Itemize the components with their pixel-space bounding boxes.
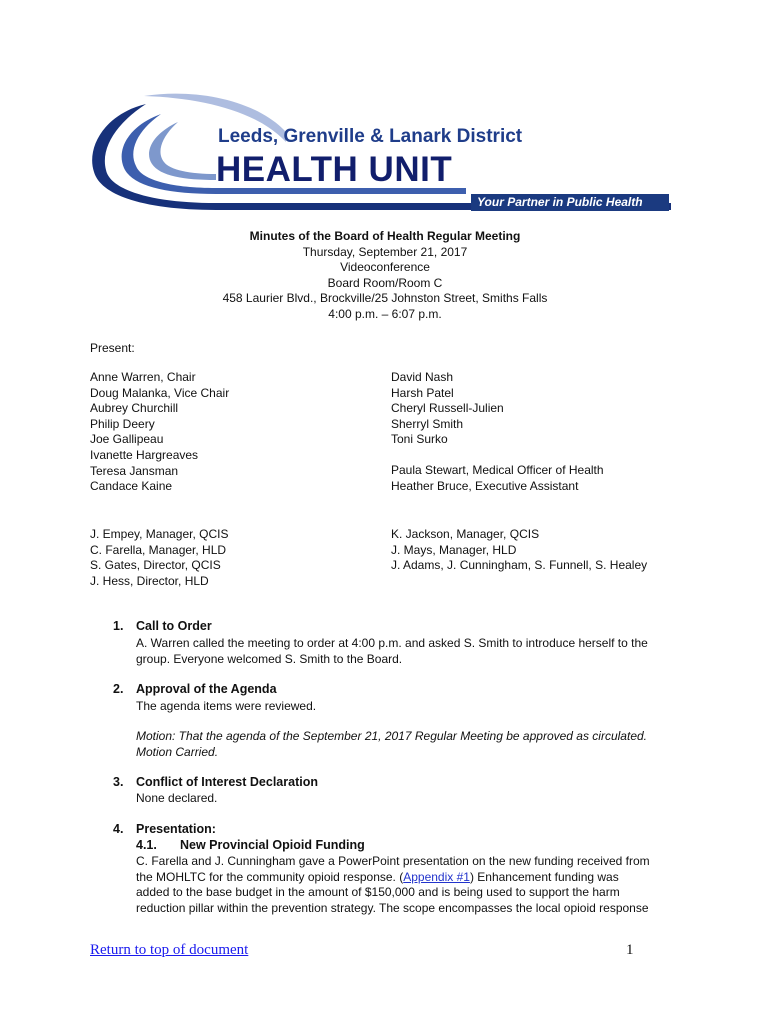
attendee: Joe Gallipeau bbox=[90, 432, 164, 447]
manager: S. Gates, Director, QCIS bbox=[90, 558, 221, 573]
meeting-header bbox=[0, 229, 770, 322]
section-title bbox=[113, 682, 277, 696]
motion-result: Motion Carried. bbox=[136, 744, 219, 759]
page-number: 1 bbox=[626, 942, 634, 958]
section-number: 3. bbox=[113, 775, 124, 789]
attendee: Doug Malanka, Vice Chair bbox=[90, 385, 230, 400]
manager: J. Adams, J. Cunningham, S. Funnell, S. Healey bbox=[391, 558, 648, 573]
paragraph-line: reduction pillar within the prevention strategy. The scope encompasses the local opioid response bbox=[136, 900, 649, 915]
paragraph-line: None declared. bbox=[136, 791, 218, 805]
manager: J. Mays, Manager, HLD bbox=[391, 542, 517, 557]
text-run: the MOHLTC for the community opioid response. ( bbox=[136, 869, 404, 884]
section-number: 1. bbox=[113, 619, 124, 633]
manager: J. Empey, Manager, QCIS bbox=[90, 527, 229, 541]
return-to-top-link[interactable]: Return to top of document bbox=[90, 942, 249, 958]
section-body bbox=[136, 854, 650, 916]
attendees-right bbox=[391, 370, 504, 448]
meeting-format: Videoconference bbox=[340, 260, 430, 274]
subsection-number: 4.1. bbox=[136, 838, 157, 852]
attendee: Aubrey Churchill bbox=[90, 401, 179, 416]
paragraph-line: C. Farella and J. Cunningham gave a PowerPoint presentation on the new funding received from bbox=[136, 854, 650, 868]
attendee: Philip Deery bbox=[90, 416, 155, 431]
meeting-room: Board Room/Room C bbox=[327, 275, 443, 290]
paragraph-line: group. Everyone welcomed S. Smith to the Board. bbox=[136, 651, 403, 666]
text-run: ) Enhancement funding was bbox=[469, 869, 619, 884]
attendees-left bbox=[90, 370, 229, 495]
attendee: Candace Kaine bbox=[90, 479, 173, 494]
managers-left bbox=[90, 527, 229, 589]
managers-right bbox=[391, 527, 647, 574]
attendee: Teresa Jansman bbox=[90, 463, 179, 478]
section-heading: Presentation: bbox=[136, 822, 216, 836]
section-body bbox=[136, 699, 316, 715]
section-body bbox=[136, 791, 217, 807]
manager: K. Jackson, Manager, QCIS bbox=[391, 527, 540, 541]
motion-text bbox=[136, 729, 647, 760]
document-title: Minutes of the Board of Health Regular Meeting bbox=[249, 229, 521, 243]
attendee: Toni Surko bbox=[391, 432, 448, 447]
tagline-bar bbox=[471, 194, 669, 211]
staff-right bbox=[391, 463, 604, 494]
section-title bbox=[113, 775, 318, 789]
paragraph-line bbox=[136, 870, 650, 886]
appendix-1-link[interactable]: Appendix #1 bbox=[403, 869, 470, 884]
tagline: Your Partner in Public Health bbox=[477, 195, 643, 209]
motion: Motion: That the agenda of the September 21, 2017 Regular Meeting be approved as circulated. bbox=[136, 729, 647, 743]
manager: J. Hess, Director, HLD bbox=[90, 573, 209, 588]
meeting-address: 458 Laurier Blvd., Brockville/25 Johnston Street, Smiths Falls bbox=[222, 291, 548, 305]
attendee: Harsh Patel bbox=[391, 385, 454, 400]
section-number: 4. bbox=[113, 822, 124, 836]
subsection-title bbox=[136, 838, 365, 852]
section-title bbox=[113, 822, 216, 836]
section-heading: Conflict of Interest Declaration bbox=[136, 775, 318, 789]
attendee: Cheryl Russell-Julien bbox=[391, 401, 504, 416]
subsection-heading: New Provincial Opioid Funding bbox=[180, 838, 365, 852]
meeting-date: Thursday, September 21, 2017 bbox=[302, 244, 468, 259]
paragraph-line: The agenda items were reviewed. bbox=[136, 699, 317, 713]
section-body bbox=[136, 636, 648, 667]
section-heading: Approval of the Agenda bbox=[136, 682, 277, 696]
section-heading: Call to Order bbox=[136, 619, 212, 633]
attendee: Sherryl Smith bbox=[391, 416, 464, 431]
section-number: 2. bbox=[113, 682, 124, 696]
section-title bbox=[113, 619, 212, 633]
paragraph-line: A. Warren called the meeting to order at 4:00 p.m. and asked S. Smith to introduce herself to the bbox=[136, 636, 648, 650]
org-health-unit: HEALTH UNIT bbox=[216, 150, 453, 189]
attendee: David Nash bbox=[391, 370, 454, 384]
health-unit-logo bbox=[86, 92, 671, 216]
manager: C. Farella, Manager, HLD bbox=[90, 542, 227, 557]
present-label: Present: bbox=[90, 341, 135, 355]
paragraph-line: added to the base budget in the amount of $150,000 and is being used to support the harm bbox=[136, 885, 620, 900]
attendee: Anne Warren, Chair bbox=[90, 370, 196, 384]
attendee: Heather Bruce, Executive Assistant bbox=[391, 478, 579, 493]
attendee: Paula Stewart, Medical Officer of Health bbox=[391, 463, 604, 477]
org-name: Leeds, Grenville & Lanark District bbox=[218, 126, 523, 147]
meeting-time: 4:00 p.m. – 6:07 p.m. bbox=[328, 306, 442, 321]
attendee: Ivanette Hargreaves bbox=[90, 447, 199, 462]
